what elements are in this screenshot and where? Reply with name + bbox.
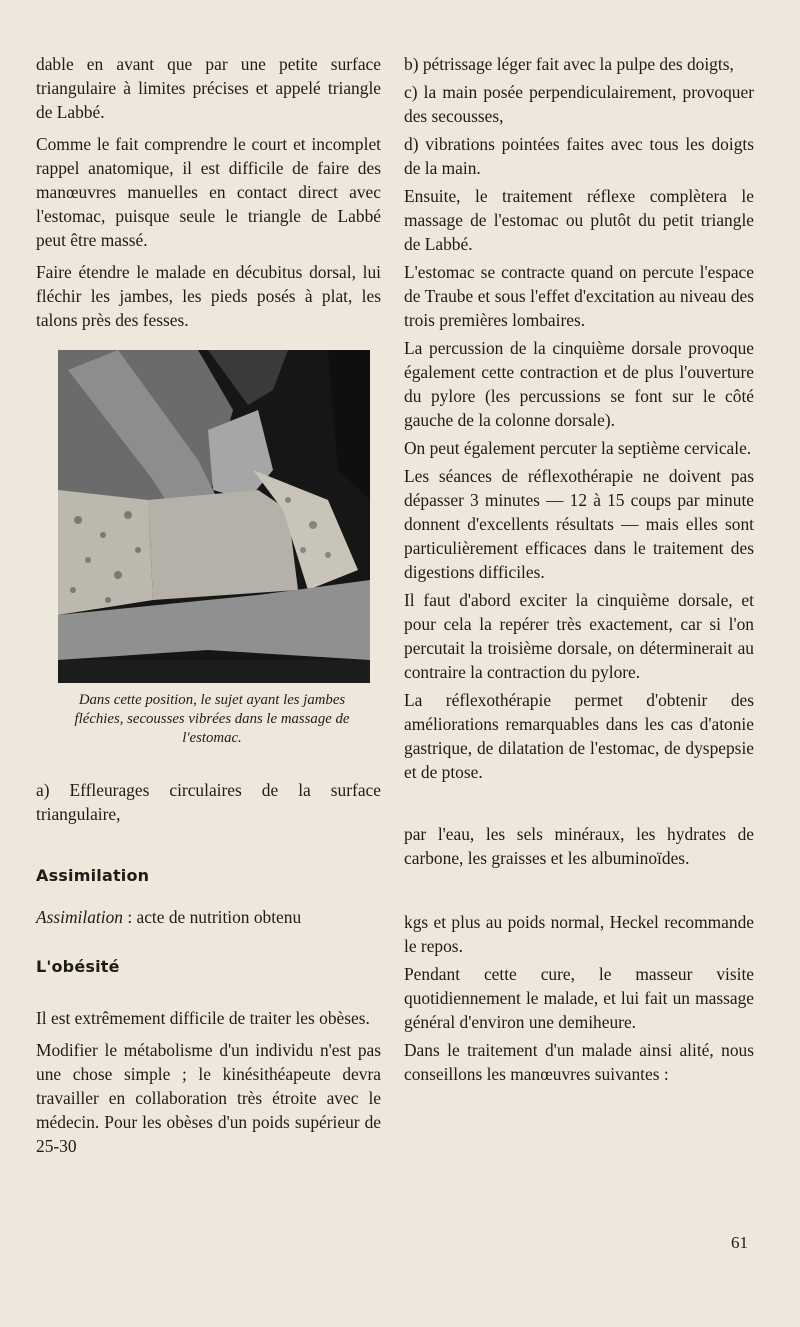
figure <box>58 350 370 748</box>
paragraph: par l'eau, les sels minéraux, les hydrates de carbone, les graisses et les albuminoïdes. <box>404 824 754 868</box>
paragraph: dable en avant que par une petite surface triangulaire à limites précises et appelé triangle de Labbé. <box>36 54 381 122</box>
paragraph: kgs et plus au poids normal, Heckel recommande le repos. <box>404 912 754 956</box>
paragraph: La percussion de la cinquième dorsale provoque également cette contraction et de plus l'ouverture du pylore (les percussions se font sur le côté gauche de la colonne dorsale). <box>404 338 754 430</box>
page-number: 61 <box>731 1233 748 1252</box>
paragraph: Faire étendre le malade en décubitus dorsal, lui fléchir les jambes, les pieds posés à plat, les talons près des fesses. <box>36 262 381 330</box>
paragraph: L'estomac se contracte quand on percute l'espace de Traube et sous l'effet d'excitation au niveau des trois premières lombaires. <box>404 262 754 330</box>
paragraph: Il faut d'abord exciter la cinquième dorsale, et pour cela la repérer très exactement, car si l'on percutait la troisième dorsale, on déterminerait au contraire la contraction du pylore. <box>404 590 754 682</box>
section-heading: L'obésité <box>36 957 120 976</box>
left-column <box>36 52 381 1166</box>
italic-term: Assimilation <box>36 907 123 927</box>
paragraph: Ensuite, le traitement réflexe complètera le massage de l'estomac ou plutôt du petit triangle de Labbé. <box>404 186 754 254</box>
paragraph: Pendant cette cure, le masseur visite quotidiennement le malade, et lui fait un massage général d'environ une demiheure. <box>404 964 754 1032</box>
paragraph <box>36 905 381 929</box>
paragraph: Les séances de réflexothérapie ne doivent pas dépasser 3 minutes — 12 à 15 coups par minute donnent d'excellents résultats — mais elles sont particulièrement efficaces dans le traitement des digestions difficiles. <box>404 466 754 582</box>
paragraph: Dans le traitement d'un malade ainsi alité, nous conseillons les manœuvres suivantes : <box>404 1040 754 1084</box>
massage-photo <box>58 350 370 683</box>
paragraph: c) la main posée perpendiculairement, provoquer des secousses, <box>404 82 754 126</box>
section-heading: Assimilation <box>36 866 150 885</box>
paragraph: Comme le fait comprendre le court et incomplet rappel anatomique, il est difficile de faire des manœuvres manuelles en contact direct avec l'estomac, puisque seule le triangle de Labbé peut être massé. <box>36 134 381 250</box>
figure-caption: Dans cette position, le sujet ayant les jambes fléchies, secousses vibrées dans le massage de l'estomac. <box>74 692 350 746</box>
paragraph: d) vibrations pointées faites avec tous les doigts de la main. <box>404 134 754 178</box>
paragraph: a) Effleurages circulaires de la surface triangulaire, <box>36 780 381 824</box>
paragraph: Modifier le métabolisme d'un individu n'est pas une chose simple ; le kinésithéapeute devra travailler en collaboration très étroite avec le médecin. Pour les obèses d'un poids supérieur de 25-30 <box>36 1040 381 1156</box>
definition-text: : acte de nutrition obtenu <box>122 907 302 927</box>
paragraph: b) pétrissage léger fait avec la pulpe des doigts, <box>404 54 734 74</box>
paragraph: Il est extrêmement difficile de traiter les obèses. <box>36 1008 370 1028</box>
right-column <box>404 52 754 1094</box>
paragraph: La réflexothérapie permet d'obtenir des améliorations remarquables dans les cas d'atonie gastrique, de dilatation de l'estomac, de dyspepsie et de ptose. <box>404 690 754 782</box>
paragraph: On peut également percuter la septième cervicale. <box>404 438 752 458</box>
